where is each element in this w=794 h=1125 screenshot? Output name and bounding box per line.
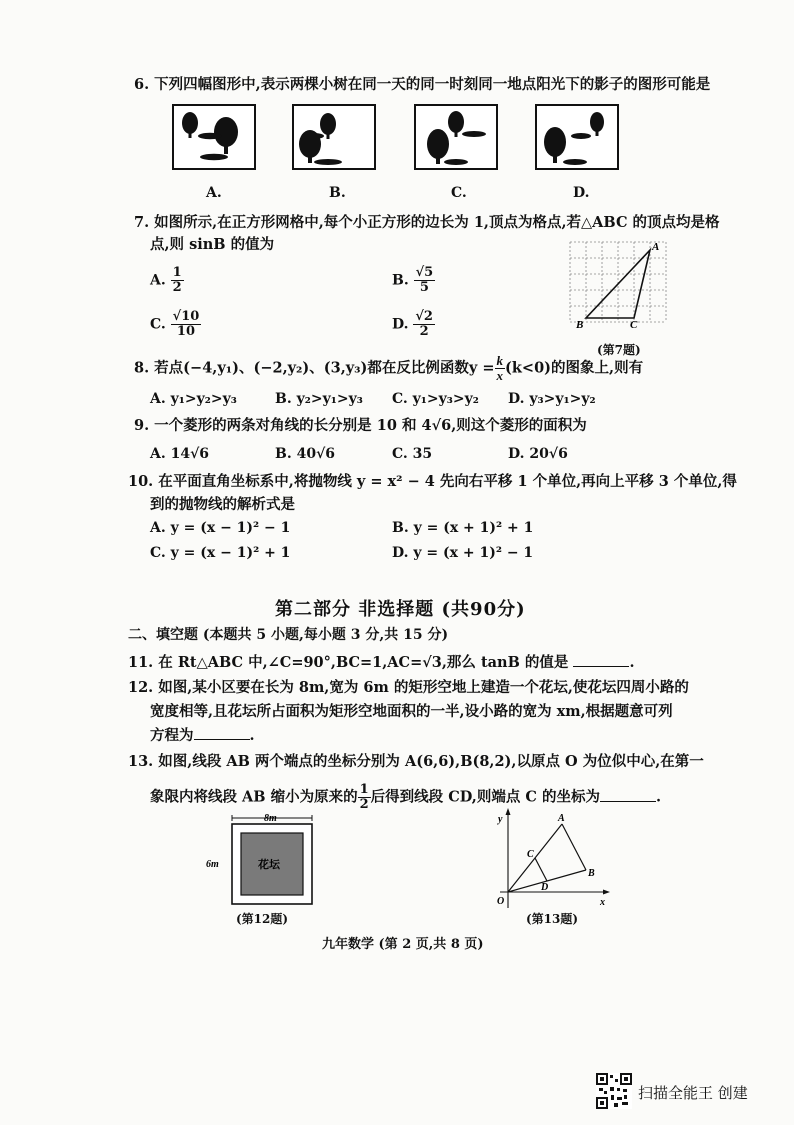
q7-stem-line2: 点,则 sinB 的值为: [150, 236, 275, 253]
q7-label-c: C: [630, 319, 638, 331]
q6-option-d[interactable]: D.: [573, 185, 590, 201]
q7-option-c-fraction: [171, 310, 202, 339]
q8-option-b[interactable]: B. y₂>y₁>y₃: [275, 391, 363, 407]
q13-end: .: [656, 788, 662, 806]
q8-frac-num: k: [496, 353, 504, 368]
q11-end: .: [629, 654, 635, 671]
q7-option-d-fraction: [413, 310, 435, 339]
q11-answer-blank[interactable]: [573, 654, 629, 667]
part2-title: 第二部分 非选择题 (共90分): [275, 599, 526, 620]
q13-label-c: C: [527, 849, 534, 860]
q13-x-axis-label: x: [600, 897, 605, 908]
q12-width-label: 8m: [264, 813, 277, 824]
q10-option-d[interactable]: D. y = (x + 1)² − 1: [392, 545, 534, 561]
q6-figure-c: [414, 104, 498, 170]
q13-caption: (第13题): [526, 912, 579, 926]
q7-option-b-fraction: [414, 266, 436, 295]
q8-frac-den: x: [496, 368, 504, 383]
q13-frac-den: 2: [359, 797, 369, 812]
q7-option-b[interactable]: [392, 266, 435, 295]
q13-frac-num: 1: [359, 782, 369, 797]
q7-option-c-label: C.: [150, 316, 166, 333]
qr-code-icon: [596, 1073, 632, 1109]
q6-option-b[interactable]: B.: [329, 185, 346, 201]
q8-stem: [134, 354, 643, 383]
q9-option-c[interactable]: C. 35: [392, 446, 433, 462]
q13-label-a: A: [558, 813, 565, 824]
q13-fraction: [358, 783, 371, 812]
q8-option-d[interactable]: D. y₃>y₁>y₂: [508, 391, 596, 407]
q7-b-num: √5: [415, 265, 434, 280]
q9-stem: 9. 一个菱形的两条对角线的长分别是 10 和 4√6,则这个菱形的面积为: [134, 417, 587, 434]
page-footer: 九年数学 (第 2 页,共 8 页): [322, 937, 484, 952]
q11-stem: [128, 652, 635, 674]
q13-y-axis-label: y: [498, 814, 503, 825]
fill-blank-section-header: 二、填空题 (本题共 5 小题,每小题 3 分,共 15 分): [128, 627, 449, 643]
q12-end: .: [249, 727, 255, 744]
q8-stem-prefix: 8. 若点(−4,y₁)、(−2,y₂)、(3,y₃)都在反比例函数y =: [134, 359, 495, 377]
q6-figure-d: [535, 104, 619, 170]
q7-option-d-label: D.: [392, 316, 409, 333]
q12-height-label: 6m: [206, 859, 219, 870]
q7-option-d[interactable]: [392, 310, 435, 339]
q7-caption: (第7题): [597, 343, 641, 357]
q9-option-b[interactable]: B. 40√6: [275, 446, 336, 462]
q9-option-a[interactable]: A. 14√6: [150, 446, 210, 462]
q13-label-b: B: [588, 868, 595, 879]
scanner-watermark: 扫描全能王 创建: [638, 1084, 748, 1102]
q6-figure-b: [292, 104, 376, 170]
q7-label-b: B: [576, 319, 584, 331]
q12-answer-blank[interactable]: [194, 727, 250, 740]
q13-figure: [488, 806, 612, 910]
q6-option-c[interactable]: C.: [451, 185, 467, 201]
q8-stem-suffix: (k<0)的图象上,则有: [505, 359, 644, 377]
q12-line3-text: 方程为: [150, 727, 194, 744]
q7-option-a-label: A.: [150, 272, 166, 289]
q10-option-b[interactable]: B. y = (x + 1)² + 1: [392, 520, 534, 536]
q12-stem-line2: 宽度相等,且花坛所占面积为矩形空地面积的一半,设小路的宽为 xm,根据题意可列: [150, 703, 673, 720]
q8-fraction: [495, 354, 506, 383]
q7-a-den: 2: [172, 280, 182, 295]
q10-option-c[interactable]: C. y = (x − 1)² + 1: [150, 545, 291, 561]
q9-option-d[interactable]: D. 20√6: [508, 446, 568, 462]
q13-origin-label: O: [497, 896, 505, 907]
q6-stem: 6. 下列四幅图形中,表示两棵小树在同一天的同一时刻同一地点阳光下的影子的图形可能是: [134, 76, 711, 93]
q12-flowerbed-label: 花坛: [258, 858, 280, 871]
q7-c-num: √10: [172, 309, 200, 324]
q7-c-den: 10: [176, 324, 196, 339]
q6-option-a[interactable]: A.: [206, 185, 222, 201]
q7-grid-figure: [566, 236, 670, 336]
q13-line2-post: 后得到线段 CD,则端点 C 的坐标为: [370, 788, 600, 806]
q13-stem-line1: 13. 如图,线段 AB 两个端点的坐标分别为 A(6,6),B(8,2),以原点 O 为位似中心,在第一: [128, 753, 704, 770]
q7-option-c[interactable]: [150, 310, 201, 339]
q7-a-num: 1: [172, 265, 182, 280]
q13-label-d: D: [541, 882, 549, 893]
q11-text: 11. 在 Rt△ABC 中,∠C=90°,BC=1,AC=√3,那么 tanB 的值是: [128, 654, 569, 671]
q12-caption: (第12题): [236, 912, 289, 926]
q13-line2-pre: 象限内将线段 AB 缩小为原来的: [150, 788, 358, 806]
q7-label-a: A: [652, 241, 660, 253]
q6-figure-a: [172, 104, 256, 170]
q7-option-a-fraction: [171, 266, 184, 295]
q13-answer-blank[interactable]: [600, 789, 656, 802]
q8-option-a[interactable]: A. y₁>y₂>y₃: [150, 391, 237, 407]
q10-stem-line1: 10. 在平面直角坐标系中,将抛物线 y = x² − 4 先向右平移 1 个单位,再向上平移 3 个单位,得: [128, 473, 737, 490]
q8-option-c[interactable]: C. y₁>y₃>y₂: [392, 391, 479, 407]
q7-option-a[interactable]: [150, 266, 184, 295]
q7-b-den: 5: [419, 280, 429, 295]
q7-d-num: √2: [415, 309, 433, 324]
q10-option-a[interactable]: A. y = (x − 1)² − 1: [150, 520, 291, 536]
q12-figure: [200, 812, 330, 912]
q7-stem-line1: 7. 如图所示,在正方形网格中,每个小正方形的边长为 1,顶点为格点,若△ABC 的顶点均是格: [134, 214, 720, 231]
q7-d-den: 2: [419, 324, 429, 339]
q12-stem-line3: [150, 725, 255, 747]
q10-stem-line2: 到的抛物线的解析式是: [150, 496, 295, 513]
q12-stem-line1: 12. 如图,某小区要在长为 8m,宽为 6m 的矩形空地上建造一个花坛,使花坛四周小路的: [128, 679, 689, 696]
q7-option-b-label: B.: [392, 272, 409, 289]
